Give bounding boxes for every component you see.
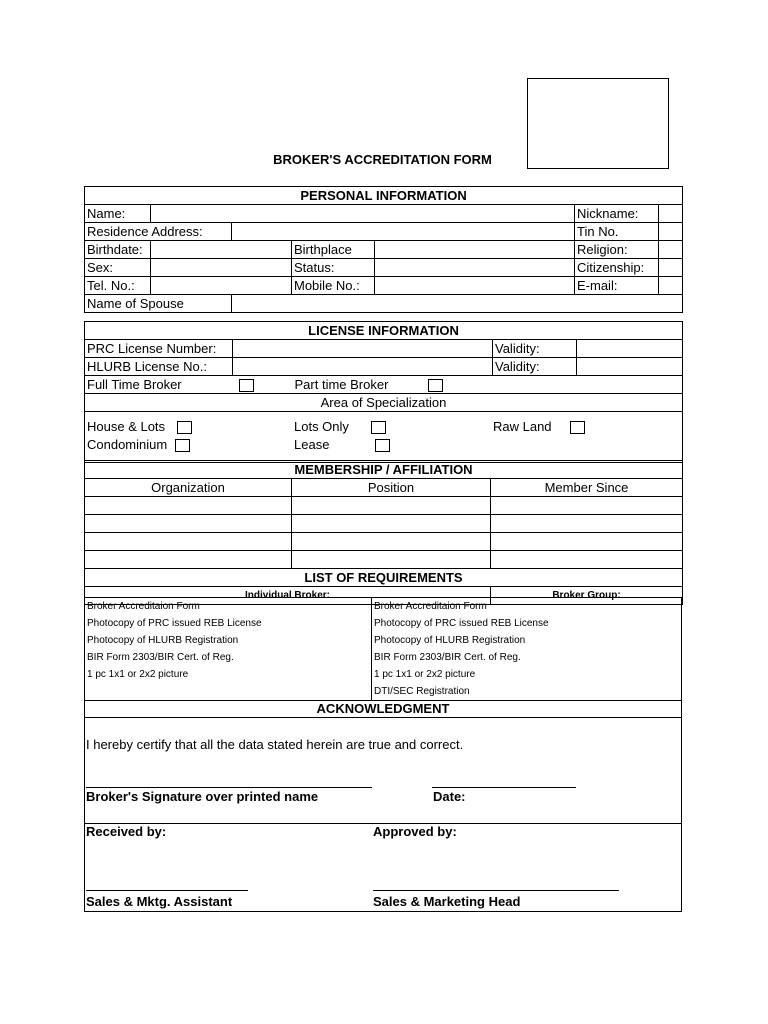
hlurb-label: HLURB License No.: bbox=[85, 358, 233, 376]
raw-land-checkbox[interactable] bbox=[570, 421, 585, 434]
individual-requirements bbox=[85, 598, 369, 683]
position-field[interactable] bbox=[292, 533, 491, 551]
organization-field[interactable] bbox=[85, 497, 292, 515]
residence-field[interactable] bbox=[232, 223, 575, 241]
validity2-label: Validity: bbox=[493, 358, 577, 376]
position-field[interactable] bbox=[292, 497, 491, 515]
lots-only-label: Lots Only bbox=[294, 419, 349, 434]
tel-label: Tel. No.: bbox=[85, 277, 151, 295]
residence-label: Residence Address: bbox=[85, 223, 232, 241]
list-item: Photocopy of PRC issued REB License bbox=[374, 618, 549, 629]
personal-header: PERSONAL INFORMATION bbox=[85, 187, 683, 205]
religion-label: Religion: bbox=[575, 241, 659, 259]
personal-info-table bbox=[84, 186, 683, 313]
membership-table bbox=[84, 460, 683, 605]
spouse-field[interactable] bbox=[232, 295, 683, 313]
part-time-checkbox[interactable] bbox=[428, 379, 443, 392]
birthplace-label: Birthplace bbox=[292, 241, 375, 259]
member-since-field[interactable] bbox=[491, 497, 683, 515]
list-item: Broker Accreditaion Form bbox=[374, 601, 487, 612]
part-time-cell bbox=[293, 376, 683, 394]
birthdate-label: Birthdate: bbox=[85, 241, 151, 259]
date-label: Date: bbox=[433, 789, 466, 804]
membership-row bbox=[85, 515, 683, 533]
validity1-label: Validity: bbox=[493, 340, 577, 358]
house-lots-label: House & Lots bbox=[87, 419, 166, 434]
name-label: Name: bbox=[85, 205, 151, 223]
membership-header: MEMBERSHIP / AFFILIATION bbox=[85, 461, 683, 479]
list-item: BIR Form 2303/BIR Cert. of Reg. bbox=[374, 652, 521, 663]
position-field[interactable] bbox=[292, 515, 491, 533]
raw-land-label: Raw Land bbox=[493, 419, 552, 434]
religion-field[interactable] bbox=[659, 241, 683, 259]
signature-line[interactable] bbox=[86, 787, 372, 788]
approved-by-line[interactable] bbox=[373, 890, 619, 891]
organization-field[interactable] bbox=[85, 515, 292, 533]
certify-text: I hereby certify that all the data stated herein are true and correct. bbox=[86, 737, 464, 752]
tin-field[interactable] bbox=[659, 223, 683, 241]
list-item: Photocopy of HLURB Registration bbox=[87, 635, 239, 646]
house-lots-option bbox=[87, 419, 192, 435]
nickname-label: Nickname: bbox=[575, 205, 659, 223]
nickname-field[interactable] bbox=[659, 205, 683, 223]
organization-field[interactable] bbox=[85, 551, 292, 569]
full-time-cell bbox=[85, 376, 293, 394]
mobile-field[interactable] bbox=[375, 277, 575, 295]
lease-checkbox[interactable] bbox=[375, 439, 390, 452]
raw-land-option bbox=[493, 419, 585, 435]
condominium-checkbox[interactable] bbox=[175, 439, 190, 452]
status-label: Status: bbox=[292, 259, 375, 277]
received-by-label: Received by: bbox=[86, 824, 167, 839]
date-line[interactable] bbox=[432, 787, 576, 788]
group-requirements bbox=[372, 598, 672, 700]
condominium-label: Condominium bbox=[87, 437, 168, 452]
sales-head-label: Sales & Marketing Head bbox=[373, 894, 521, 909]
requirements-lists bbox=[84, 597, 682, 701]
approved-by-label: Approved by: bbox=[373, 824, 457, 839]
prc-field[interactable] bbox=[233, 340, 493, 358]
requirements-header: LIST OF REQUIREMENTS bbox=[85, 569, 683, 587]
email-field[interactable] bbox=[659, 277, 683, 295]
individual-broker-header: Individual Broker: bbox=[85, 587, 491, 605]
license-header: LICENSE INFORMATION bbox=[85, 322, 683, 340]
lease-label: Lease bbox=[294, 437, 330, 452]
lots-only-checkbox[interactable] bbox=[371, 421, 386, 434]
validity2-field[interactable] bbox=[577, 358, 683, 376]
tel-field[interactable] bbox=[151, 277, 292, 295]
house-lots-checkbox[interactable] bbox=[177, 421, 192, 434]
col-position: Position bbox=[292, 479, 491, 497]
sex-label: Sex: bbox=[85, 259, 151, 277]
col-member-since: Member Since bbox=[491, 479, 683, 497]
validity1-field[interactable] bbox=[577, 340, 683, 358]
position-field[interactable] bbox=[292, 551, 491, 569]
sales-assistant-label: Sales & Mktg. Assistant bbox=[86, 894, 233, 909]
form-title: BROKER'S ACCREDITATION FORM bbox=[273, 152, 492, 167]
list-item: DTI/SEC Registration bbox=[374, 686, 470, 697]
prc-label: PRC License Number: bbox=[85, 340, 233, 358]
list-item: BIR Form 2303/BIR Cert. of Reg. bbox=[87, 652, 234, 663]
spouse-label: Name of Spouse bbox=[85, 295, 232, 313]
area-header: Area of Specialization bbox=[85, 394, 683, 412]
name-field[interactable] bbox=[151, 205, 575, 223]
list-item: 1 pc 1x1 or 2x2 picture bbox=[87, 669, 189, 680]
signature-label: Broker's Signature over printed name bbox=[86, 789, 319, 804]
specialization-cell bbox=[85, 412, 683, 463]
photo-box bbox=[527, 78, 669, 169]
membership-row bbox=[85, 497, 683, 515]
member-since-field[interactable] bbox=[491, 533, 683, 551]
status-field[interactable] bbox=[375, 259, 575, 277]
lots-only-option bbox=[294, 419, 386, 435]
list-item: 1 pc 1x1 or 2x2 picture bbox=[374, 669, 476, 680]
mobile-label: Mobile No.: bbox=[292, 277, 375, 295]
condominium-option bbox=[87, 437, 190, 453]
acknowledgment-box bbox=[84, 700, 682, 912]
lease-option bbox=[294, 437, 390, 453]
license-info-table bbox=[84, 321, 683, 463]
member-since-field[interactable] bbox=[491, 515, 683, 533]
birthplace-field[interactable] bbox=[375, 241, 575, 259]
citizenship-field[interactable] bbox=[659, 259, 683, 277]
birthdate-field[interactable] bbox=[151, 241, 292, 259]
col-organization: Organization bbox=[85, 479, 292, 497]
hlurb-field[interactable] bbox=[233, 358, 493, 376]
part-time-label: Part time Broker bbox=[294, 376, 389, 392]
broker-group-header: Broker Group: bbox=[491, 587, 683, 605]
received-by-line[interactable] bbox=[86, 890, 248, 891]
membership-row bbox=[85, 533, 683, 551]
acknowledgment-header: ACKNOWLEDGMENT bbox=[84, 700, 682, 718]
citizenship-label: Citizenship: bbox=[575, 259, 659, 277]
organization-field[interactable] bbox=[85, 533, 292, 551]
list-item: Broker Accreditaion Form bbox=[87, 601, 200, 612]
sex-field[interactable] bbox=[151, 259, 292, 277]
list-item: Photocopy of PRC issued REB License bbox=[87, 618, 262, 629]
full-time-checkbox[interactable] bbox=[239, 379, 254, 392]
full-time-label: Full Time Broker bbox=[87, 376, 182, 392]
email-label: E-mail: bbox=[575, 277, 659, 295]
member-since-field[interactable] bbox=[491, 551, 683, 569]
list-item: Photocopy of HLURB Registration bbox=[374, 635, 526, 646]
membership-row bbox=[85, 551, 683, 569]
tin-label: Tin No. bbox=[575, 223, 659, 241]
